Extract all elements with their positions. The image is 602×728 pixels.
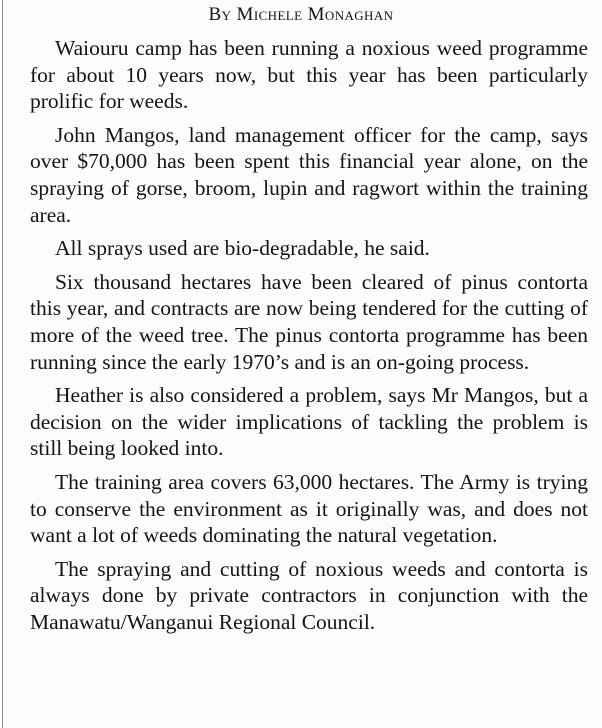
paragraph-5: Heather is also considered a problem, says Mr Mangos, but a decision on the wider implications of tackling the problem is still being looked into.: [30, 383, 588, 461]
paragraph-1: Waiouru camp has been running a noxious weed programme for about 10 years now, but this year has been particularly prolific for weeds.: [30, 36, 588, 114]
paragraph-3: All sprays used are bio-degradable, he said.: [55, 236, 430, 261]
paragraph-2: John Mangos, land management officer for the camp, says over $70,000 has been spent this financial year alone, on the spraying of gorse, broom, lupin and ragwort within the training area.: [30, 122, 588, 227]
paragraph-6: The training area covers 63,000 hectares. The Army is trying to conserve the environment as it originally was, and does not want a lot of weeds dominating the natural vegetation.: [30, 469, 588, 548]
column-rule: [2, 0, 3, 728]
byline: By Michele Monaghan: [208, 4, 394, 25]
article-body: [30, 35, 588, 642]
paragraph-4: Six thousand hectares have been cleared of pinus contorta this year, and contracts are now being tendered for the cutting of more of the weed tree. The pinus contorta programme has been running since the early 1970’s and is an on-going process.: [30, 269, 588, 374]
paragraph-7: The spraying and cutting of noxious weeds and contorta is always done by private contractors in conjunction with the Manawatu/Wanganui Regional Council.: [30, 556, 588, 634]
